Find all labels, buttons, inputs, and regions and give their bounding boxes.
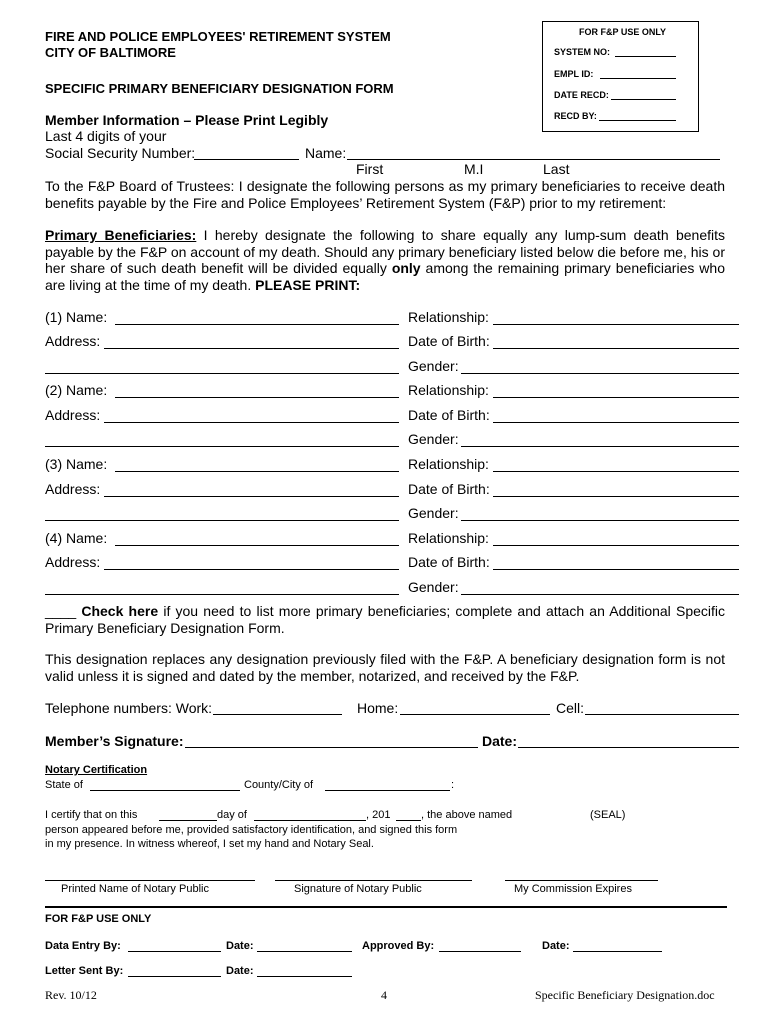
- phone-home-field[interactable]: [400, 714, 550, 715]
- beneficiary-3-name-label: (3) Name:: [45, 456, 108, 472]
- notary-county-field[interactable]: [325, 790, 450, 791]
- beneficiary-4-relationship-label: Relationship:: [408, 530, 489, 546]
- beneficiary-1-relationship-field[interactable]: [493, 324, 739, 325]
- empl-id-field[interactable]: [600, 78, 676, 79]
- beneficiary-2-relationship-label: Relationship:: [408, 382, 489, 398]
- letter-sent-date-field[interactable]: [257, 976, 352, 977]
- phone-cell-field[interactable]: [585, 714, 739, 715]
- beneficiary-1-relationship-label: Relationship:: [408, 309, 489, 325]
- check-here-paragraph: [45, 603, 725, 636]
- notary-state-field[interactable]: [90, 790, 240, 791]
- notary-heading: Notary Certification: [45, 764, 148, 776]
- beneficiary-4-relationship-field[interactable]: [493, 545, 739, 546]
- system-no-field[interactable]: [615, 56, 676, 57]
- notary-certify-a: I certify that on this: [45, 809, 138, 821]
- office-box-title: FOR F&P USE ONLY: [579, 27, 667, 37]
- recd-by-field[interactable]: [599, 120, 676, 121]
- member-name-field[interactable]: [347, 159, 720, 160]
- notary-state-label: State of: [45, 779, 83, 791]
- member-signature-label: Member’s Signature:: [45, 733, 184, 749]
- replaces-text: This designation replaces any designation previously filed with the F&P. A beneficiary designation form is not valid unless it is signed and dated by the member, notarized, and received by the F&P.: [45, 651, 725, 684]
- signature-date-field[interactable]: [518, 747, 739, 748]
- notary-year-field[interactable]: [396, 820, 421, 821]
- beneficiary-2-gender-field[interactable]: [461, 446, 739, 447]
- notary-seal: (SEAL): [590, 809, 626, 821]
- notary-line3: in my presence. In witness whereof, I set my hand and Notary Seal.: [45, 838, 374, 850]
- intro-paragraph: [45, 178, 725, 211]
- notary-certify-d: , the above named: [421, 809, 513, 821]
- revision: Rev. 10/12: [45, 988, 97, 1002]
- notary-day-field[interactable]: [159, 820, 217, 821]
- beneficiary-3-address-field[interactable]: [104, 496, 399, 497]
- beneficiary-2-name-label: (2) Name:: [45, 382, 108, 398]
- member-info-heading: Member Information – Please Print Legibly: [45, 112, 329, 128]
- phone-home-label: Home:: [357, 700, 399, 716]
- beneficiary-2-address-label: Address:: [45, 407, 101, 423]
- data-entry-label: Data Entry By:: [45, 940, 121, 952]
- approved-date-label: Date:: [542, 940, 570, 952]
- last-name-caption: Last: [543, 161, 570, 177]
- beneficiary-4-dob-field[interactable]: [493, 569, 739, 570]
- beneficiary-4-address-field[interactable]: [104, 569, 399, 570]
- please-print: PLEASE PRINT:: [255, 276, 361, 293]
- check-here-bold: Check here: [76, 603, 159, 619]
- notary-line2: person appeared before me, provided satisfactory identification, and signed this form: [45, 824, 458, 836]
- file-name: Specific Beneficiary Designation.doc: [535, 988, 715, 1002]
- letter-sent-label: Letter Sent By:: [45, 965, 124, 977]
- beneficiary-2-address-field[interactable]: [104, 422, 399, 423]
- notary-signature-field[interactable]: [275, 880, 472, 881]
- beneficiary-3-address-label: Address:: [45, 481, 101, 497]
- data-entry-field[interactable]: [128, 951, 221, 952]
- ssn-label-line2: Social Security Number:: [45, 145, 196, 161]
- beneficiary-3-dob-label: Date of Birth:: [408, 481, 490, 497]
- beneficiary-1-address-line2[interactable]: [45, 373, 399, 374]
- member-signature-field[interactable]: [185, 747, 478, 748]
- letter-sent-field[interactable]: [128, 976, 221, 977]
- primary-text-b: among the remaining primary beneficiaries who are living at the time of my death.: [45, 260, 725, 293]
- letter-sent-date-label: Date:: [226, 965, 254, 977]
- middle-initial-caption: M.I: [464, 161, 484, 177]
- check-here-text: if you need to list more primary beneficiaries; complete and attach an Additional Specific Primary Beneficiary Designation Form.: [45, 603, 726, 636]
- beneficiary-1-address-label: Address:: [45, 333, 101, 349]
- signature-date-label: Date:: [482, 733, 518, 749]
- date-recd-label: DATE RECD:: [554, 90, 609, 100]
- approved-by-field[interactable]: [439, 951, 521, 952]
- phone-cell-label: Cell:: [556, 700, 585, 716]
- beneficiary-2-gender-label: Gender:: [408, 431, 459, 447]
- approved-date-field[interactable]: [573, 951, 662, 952]
- form-title: SPECIFIC PRIMARY BENEFICIARY DESIGNATION FORM: [45, 81, 394, 96]
- beneficiary-2-name-field[interactable]: [115, 397, 399, 398]
- beneficiary-2-dob-label: Date of Birth:: [408, 407, 490, 423]
- beneficiary-3-relationship-field[interactable]: [493, 471, 739, 472]
- office-footer-title: FOR F&P USE ONLY: [45, 913, 152, 925]
- empl-id-label: EMPL ID:: [554, 69, 594, 79]
- recd-by-label: RECD BY:: [554, 111, 597, 121]
- beneficiary-3-relationship-label: Relationship:: [408, 456, 489, 472]
- notary-certify-b: day of: [217, 809, 247, 821]
- beneficiary-4-address-label: Address:: [45, 554, 101, 570]
- date-recd-field[interactable]: [611, 99, 676, 100]
- approved-by-label: Approved By:: [362, 940, 435, 952]
- beneficiary-3-name-field[interactable]: [115, 471, 399, 472]
- data-entry-date-label: Date:: [226, 940, 254, 952]
- beneficiary-1-gender-label: Gender:: [408, 358, 459, 374]
- beneficiary-2-dob-field[interactable]: [493, 422, 739, 423]
- data-entry-date-field[interactable]: [257, 951, 352, 952]
- notary-printed-name-field[interactable]: [45, 880, 255, 881]
- beneficiary-1-dob-field[interactable]: [493, 348, 739, 349]
- beneficiary-4-name-field[interactable]: [115, 545, 399, 546]
- office-footer-divider: [45, 906, 727, 908]
- check-here-blank[interactable]: ____: [45, 603, 77, 619]
- beneficiary-1-dob-label: Date of Birth:: [408, 333, 490, 349]
- beneficiary-2-address-line2[interactable]: [45, 446, 399, 447]
- phone-work-label: Telephone numbers: Work:: [45, 700, 213, 716]
- notary-commission-field[interactable]: [505, 880, 658, 881]
- notary-month-field[interactable]: [254, 820, 366, 821]
- system-no-label: SYSTEM NO:: [554, 47, 611, 57]
- replaces-paragraph: [45, 651, 725, 684]
- notary-certify-c: , 201: [366, 809, 391, 821]
- org-name: FIRE AND POLICE EMPLOYEES' RETIREMENT SYSTEM: [45, 29, 391, 44]
- notary-printed-name-caption: Printed Name of Notary Public: [61, 883, 209, 895]
- notary-signature-caption: Signature of Notary Public: [294, 883, 422, 895]
- ssn-field[interactable]: [194, 159, 299, 160]
- primary-beneficiaries-paragraph: [45, 227, 725, 293]
- notary-county-label: County/City of: [244, 779, 314, 791]
- beneficiary-1-address-field[interactable]: [104, 348, 399, 349]
- beneficiary-4-name-label: (4) Name:: [45, 530, 108, 546]
- notary-commission-caption: My Commission Expires: [514, 883, 632, 895]
- notary-county-colon: :: [451, 779, 455, 791]
- beneficiary-4-address-line2[interactable]: [45, 594, 399, 595]
- primary-text-a: I hereby designate the following to share equally any lump-sum death benefits payable by the F&P on account of my death. Should any primary beneficiary listed below die before me, his or her share of such death benefit will be divided equally: [45, 227, 725, 276]
- first-name-caption: First: [356, 161, 384, 177]
- primary-only: only: [391, 260, 421, 276]
- beneficiary-3-address-line2[interactable]: [45, 520, 399, 521]
- beneficiary-4-gender-field[interactable]: [461, 594, 739, 595]
- org-city: CITY OF BALTIMORE: [45, 45, 176, 60]
- primary-heading: Primary Beneficiaries:: [45, 227, 197, 243]
- member-name-label: Name:: [305, 145, 347, 161]
- beneficiary-2-relationship-field[interactable]: [493, 397, 739, 398]
- beneficiary-4-gender-label: Gender:: [408, 579, 459, 595]
- beneficiary-3-gender-field[interactable]: [461, 520, 739, 521]
- beneficiary-1-name-label: (1) Name:: [45, 309, 108, 325]
- beneficiary-3-gender-label: Gender:: [408, 505, 459, 521]
- beneficiary-1-name-field[interactable]: [115, 324, 399, 325]
- beneficiary-4-dob-label: Date of Birth:: [408, 554, 490, 570]
- phone-work-field[interactable]: [213, 714, 342, 715]
- ssn-label-line1: Last 4 digits of your: [45, 128, 167, 144]
- beneficiary-1-gender-field[interactable]: [461, 373, 739, 374]
- beneficiary-3-dob-field[interactable]: [493, 496, 739, 497]
- office-use-box: [542, 21, 699, 132]
- page-number: 4: [381, 988, 387, 1002]
- intro-text: To the F&P Board of Trustees: I designate the following persons as my primary beneficiaries to receive death benefits payable by the Fire and Police Employees’ Retirement System (F&P) prior to my retirement:: [45, 178, 725, 211]
